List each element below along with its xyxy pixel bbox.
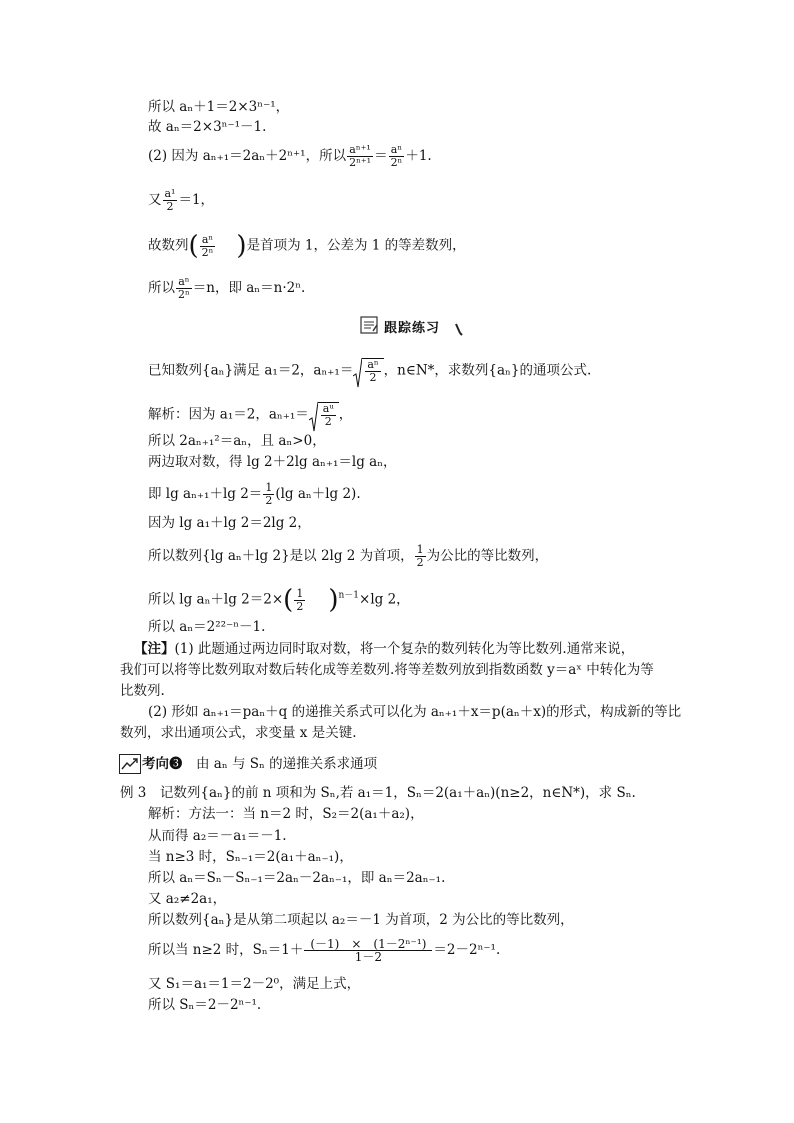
- numerator: aⁿ⁺¹: [347, 144, 373, 157]
- text: ＝2－2ⁿ⁻¹.: [433, 942, 501, 958]
- text: 由 aₙ 与 Sₙ 的递推关系求通项: [196, 756, 378, 772]
- solution-line-4: [148, 482, 361, 507]
- fraction: [347, 144, 373, 169]
- line-initial: [148, 188, 214, 213]
- note-paragraph-2b: 数列，求出通项公式，求变量 x 是关键.: [120, 725, 357, 741]
- text: (1) 此题通过两边同时取对数，将一个复杂的数列转化为等比数列.通常来说，: [174, 641, 635, 657]
- fraction: [200, 234, 216, 259]
- note-paragraph-1c: 比数列.: [120, 683, 165, 699]
- text: ×lg 2，: [359, 591, 410, 608]
- solution-line-1: [148, 402, 352, 428]
- right-brace: ): [236, 231, 247, 261]
- follow-practice-banner: [360, 316, 464, 338]
- example-line-5: 所以 aₙ＝Sₙ－Sₙ₋₁＝2aₙ－2aₙ₋₁，即 aₙ＝2aₙ₋₁.: [148, 870, 446, 886]
- denominator: 2: [416, 556, 424, 569]
- text: 故数列: [148, 237, 189, 254]
- text: ，n∈N*，求数列{aₙ}的通项公式.: [383, 362, 592, 379]
- banner-label: 跟踪练习: [384, 321, 441, 336]
- example-line-4: 当 n≥3 时，Sₙ₋₁＝2(a₁＋aₙ₋₁)，: [148, 849, 353, 865]
- numerator: aⁿ: [389, 144, 405, 157]
- text: 解析：因为 a₁＝2，aₙ₊₁＝: [148, 406, 309, 423]
- numerator: 1: [265, 481, 273, 494]
- line-conclusion: [148, 276, 305, 301]
- numerator: 1: [416, 543, 424, 556]
- denominator: 2ⁿ: [201, 245, 214, 259]
- note-paragraph-1b: 我们可以将等比数列取对数后转化成等差数列.将等差数列放到指数函数 y＝aˣ 中转化为等: [120, 662, 654, 678]
- left-brace: (: [188, 231, 199, 261]
- solution-line-8: 所以 aₙ＝2²²⁻ⁿ－1.: [148, 619, 266, 635]
- exponent: n－1: [338, 590, 360, 601]
- solution-line-2: 所以 2aₙ₊₁²＝aₙ，且 aₙ>0，: [148, 433, 326, 449]
- example-line-3: 从而得 a₂＝－a₁＝－1.: [148, 828, 287, 844]
- text: (2) 因为 aₙ₊₁＝2aₙ＋2ⁿ⁺¹，所以: [148, 148, 347, 164]
- trend-icon: [119, 754, 141, 774]
- text: 已知数列{aₙ}满足 a₁＝2，aₙ₊₁＝: [148, 362, 354, 379]
- text: 又: [148, 192, 162, 208]
- text: (lg aₙ＋lg 2).: [275, 486, 361, 502]
- example-line-8: [148, 938, 500, 963]
- text: 所以: [148, 280, 175, 296]
- numerator: aⁿ: [367, 358, 379, 371]
- fraction: [321, 403, 336, 428]
- solution-line-6: [148, 544, 548, 569]
- denominator: 2ⁿ⁺¹: [349, 156, 372, 169]
- text: 为公比的等比数列，: [426, 548, 549, 564]
- denominator: 2: [369, 371, 377, 384]
- example-line-6: 又 a₂≠2a₁，: [148, 891, 227, 907]
- numerator: aⁿ: [200, 234, 216, 247]
- denominator: 2ⁿ: [178, 288, 190, 301]
- fraction: [163, 188, 178, 213]
- left-paren: (: [283, 585, 294, 615]
- text: ＝1，: [178, 192, 215, 208]
- text: 所以当 n≥2 时，Sₙ＝1＋: [148, 942, 304, 958]
- numerator: a¹: [164, 187, 176, 200]
- fraction: [263, 482, 274, 507]
- example-line-7: 所以数列{aₙ}是从第二项起以 a₂＝－1 为首项，2 为公比的等比数列，: [148, 912, 574, 928]
- denominator: 1－2: [354, 950, 383, 964]
- denominator: 2: [324, 415, 332, 428]
- right-paren: ): [328, 585, 339, 615]
- note-tag: 【注】: [134, 641, 175, 657]
- line-arithmetic-seq: [148, 232, 466, 260]
- numerator: 1: [296, 586, 304, 600]
- denominator: 2: [166, 200, 174, 213]
- example-statement: 例 3 记数列{aₙ}的前 n 项和为 Sₙ,若 a₁＝1，Sₙ＝2(a₁＋aₙ)(n≥2，n∈N*)，求 Sₙ.: [120, 785, 636, 801]
- radical-sign: [353, 358, 362, 388]
- line-an-plus-1: 所以 aₙ＋1＝2×3ⁿ⁻¹，: [148, 99, 290, 115]
- fraction: [304, 938, 432, 963]
- text: ＝n，即 aₙ＝n·2ⁿ.: [192, 280, 306, 296]
- solution-line-7: [148, 586, 410, 614]
- section-number: ❸: [169, 756, 183, 772]
- note-paragraph-1a: [134, 640, 634, 658]
- denominator: 2: [265, 494, 273, 507]
- numerator: aⁿ: [176, 276, 192, 289]
- notebook-icon: [360, 316, 378, 334]
- denominator: 2: [296, 599, 304, 613]
- sqrt-expression: [353, 358, 383, 384]
- solution-line-5: 因为 lg a₁＋lg 2＝2lg 2，: [148, 515, 311, 531]
- text: ＋1.: [405, 148, 432, 164]
- denominator: 2ⁿ: [390, 156, 403, 169]
- text: 所以数列{lg aₙ＋lg 2}是以 2lg 2 为首项，: [148, 548, 414, 564]
- fraction: [176, 276, 192, 301]
- fraction: [365, 359, 380, 384]
- text: ，: [338, 406, 353, 423]
- text: 考向: [142, 756, 169, 772]
- fraction: [389, 144, 405, 169]
- pen-icon: [454, 322, 464, 336]
- fraction: [415, 544, 426, 569]
- text: 所以 lg aₙ＋lg 2＝2×: [148, 591, 284, 608]
- numerator: (－1) × (1－2ⁿ⁻¹): [304, 938, 432, 951]
- text: 是首项为 1，公差为 1 的等差数列，: [246, 237, 466, 254]
- example-line-2: 解析：方法一：当 n＝2 时，S₂＝2(a₁＋a₂)，: [148, 806, 424, 822]
- radical-sign: [309, 402, 318, 432]
- line-an-result: 故 aₙ＝2×3ⁿ⁻¹－1.: [148, 119, 267, 135]
- line-recurrence-2: (2) 因为 aₙ₊₁＝2aₙ＋2ⁿ⁺¹，所以 $\frac{\text{aⁿ⁺¹}}{\text{2ⁿ⁺¹}}$ ＝ $\frac{\text{aⁿ}}{\text{2ⁿ}}$ ＋1.: [148, 143, 432, 169]
- note-paragraph-2a: (2) 形如 aₙ₊₁＝paₙ＋q 的递推关系式可以化为 aₙ₊₁＋x＝p(aₙ＋x)的形式，构成新的等比: [148, 704, 682, 720]
- example-line-9: 又 S₁＝a₁＝1＝2－2⁰，满足上式，: [148, 976, 361, 992]
- text: 即 lg aₙ₊₁＋lg 2＝: [148, 486, 263, 502]
- section-heading: [142, 755, 377, 773]
- example-line-10: 所以 Sₙ＝2－2ⁿ⁻¹.: [148, 997, 262, 1013]
- solution-line-3: 两边取对数，得 lg 2＋2lg aₙ₊₁＝lg aₙ，: [148, 454, 397, 470]
- numerator: aᵘ: [322, 402, 334, 415]
- sqrt-expression: [309, 402, 339, 428]
- exercise-question: [148, 358, 591, 384]
- fraction: [294, 588, 305, 613]
